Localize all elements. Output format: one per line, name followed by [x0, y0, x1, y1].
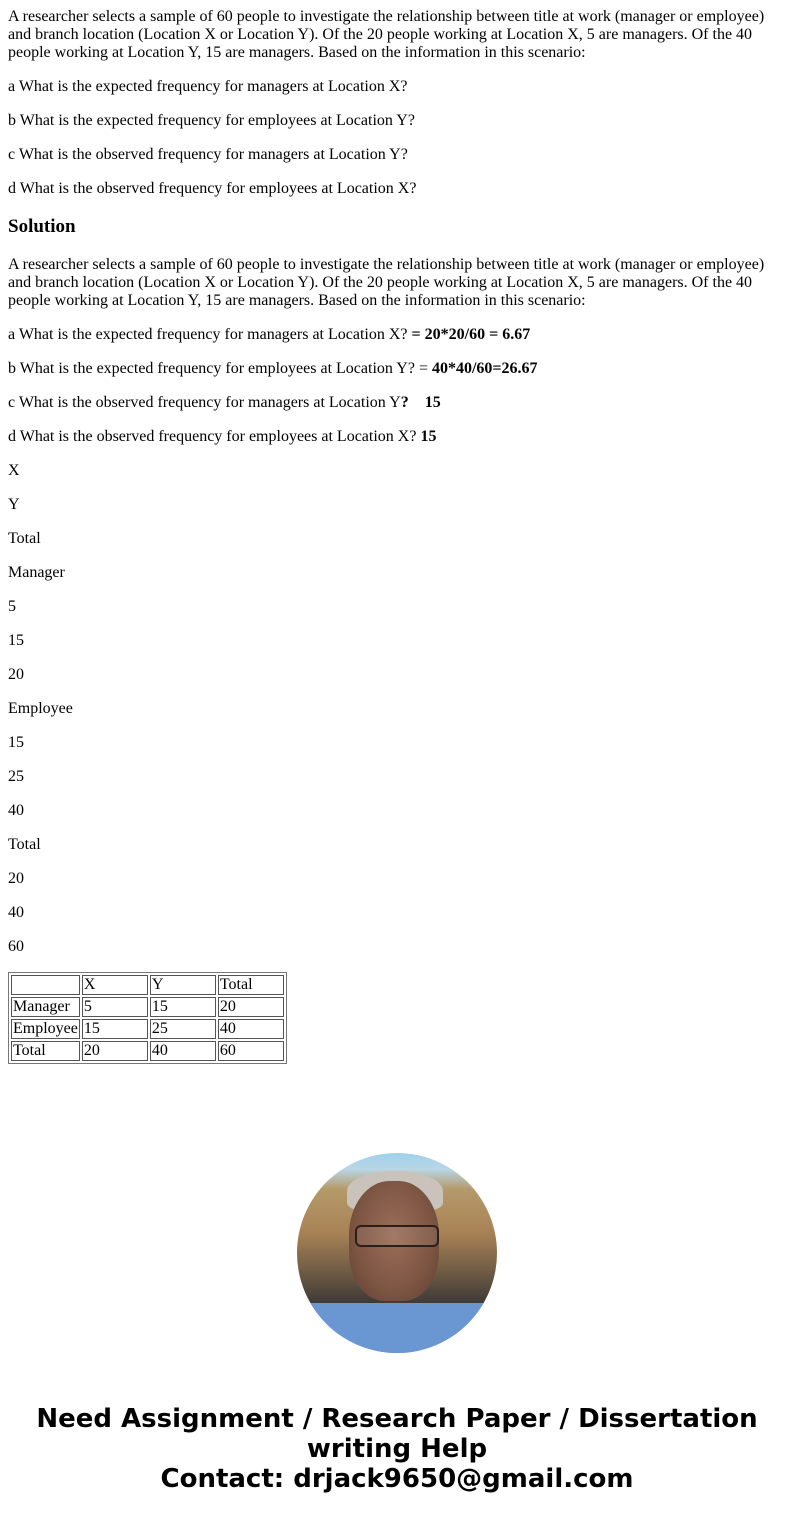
- contingency-table: [8, 972, 287, 1064]
- question-d: d What is the observed frequency for employees at Location X?: [8, 180, 417, 197]
- loose-cell: X: [8, 462, 20, 479]
- table-cell: Y: [150, 975, 216, 995]
- table-header-row: [11, 975, 284, 995]
- loose-cell: 40: [8, 904, 24, 921]
- answer-d-question: d What is the observed frequency for employees at Location X?: [8, 428, 421, 445]
- table-row: [11, 1041, 284, 1061]
- table-cell: 40: [150, 1041, 216, 1061]
- table-cell: 20: [82, 1041, 148, 1061]
- loose-cell: 40: [8, 802, 24, 819]
- loose-cell-list: [8, 462, 786, 956]
- table-cell: 20: [218, 997, 284, 1017]
- loose-cell: 20: [8, 870, 24, 887]
- table-cell: X: [82, 975, 148, 995]
- loose-cell: Total: [8, 836, 41, 853]
- loose-cell: 15: [8, 632, 24, 649]
- answer-d-value: 15: [420, 428, 437, 445]
- table-cell: [11, 975, 80, 995]
- table-row: [11, 1019, 284, 1039]
- loose-cell: 5: [8, 598, 16, 615]
- question-intro: A researcher selects a sample of 60 people to investigate the relationship between title at work (manager or employee) and branch location (Location X or Location Y). Of the 20 people working at Location X, 5 are managers. Of the 40 people working at Location Y, 15 are managers. Based on the information in this scenario:: [8, 8, 765, 61]
- banner-line-1: Need Assignment / Research Paper / Dissertation: [36, 1404, 758, 1434]
- table-row: [11, 997, 284, 1017]
- photo-shirt: [297, 1303, 497, 1353]
- table-cell: Employee: [13, 1020, 78, 1037]
- loose-cell: 20: [8, 666, 24, 683]
- answer-a-question: a What is the expected frequency for managers at Location X?: [8, 326, 412, 343]
- table-cell: Total: [218, 975, 284, 995]
- loose-cell: Manager: [8, 564, 65, 581]
- table-cell: Total: [11, 1041, 80, 1061]
- answer-c-question: c What is the observed frequency for managers at Location Y: [8, 394, 401, 411]
- solution-intro: A researcher selects a sample of 60 people to investigate the relationship between title at work (manager or employee) and branch location (Location X or Location Y). Of the 20 people working at Location X, 5 are managers. Of the 40 people working at Location Y, 15 are managers. Based on the information in this scenario:: [8, 256, 765, 309]
- loose-cell: Employee: [8, 700, 73, 717]
- table-cell: 15: [150, 997, 216, 1017]
- glasses-icon: [355, 1225, 439, 1247]
- author-photo: [297, 1153, 497, 1353]
- answer-a: [8, 326, 786, 344]
- answer-c-value: ? 15: [400, 394, 441, 411]
- answer-a-value: = 20*20/60 = 6.67: [411, 326, 531, 343]
- loose-cell: 60: [8, 938, 24, 955]
- loose-cell: 15: [8, 734, 24, 751]
- loose-cell: 25: [8, 768, 24, 785]
- table-cell: Manager: [11, 997, 80, 1017]
- banner-line-2: writing Help: [306, 1434, 488, 1464]
- contact-banner: [0, 1404, 794, 1494]
- solution-heading: Solution: [8, 216, 76, 237]
- table-cell: 25: [150, 1019, 216, 1039]
- table-cell: 5: [82, 997, 148, 1017]
- question-a: a What is the expected frequency for managers at Location X?: [8, 78, 408, 95]
- answer-b: [8, 360, 786, 378]
- answer-b-value: 40*40/60=26.67: [431, 360, 538, 377]
- answer-c: [8, 394, 786, 412]
- table-cell: 15: [82, 1019, 148, 1039]
- loose-cell: Total: [8, 530, 41, 547]
- answer-b-question: b What is the expected frequency for employees at Location Y? =: [8, 360, 432, 377]
- table-cell: 60: [218, 1041, 284, 1061]
- banner-contact: Contact: drjack9650@gmail.com: [160, 1464, 634, 1494]
- answer-d: [8, 428, 786, 446]
- question-c: c What is the observed frequency for managers at Location Y?: [8, 146, 408, 163]
- table-cell: 40: [218, 1019, 284, 1039]
- question-b: b What is the expected frequency for employees at Location Y?: [8, 112, 415, 129]
- loose-cell: Y: [8, 496, 20, 513]
